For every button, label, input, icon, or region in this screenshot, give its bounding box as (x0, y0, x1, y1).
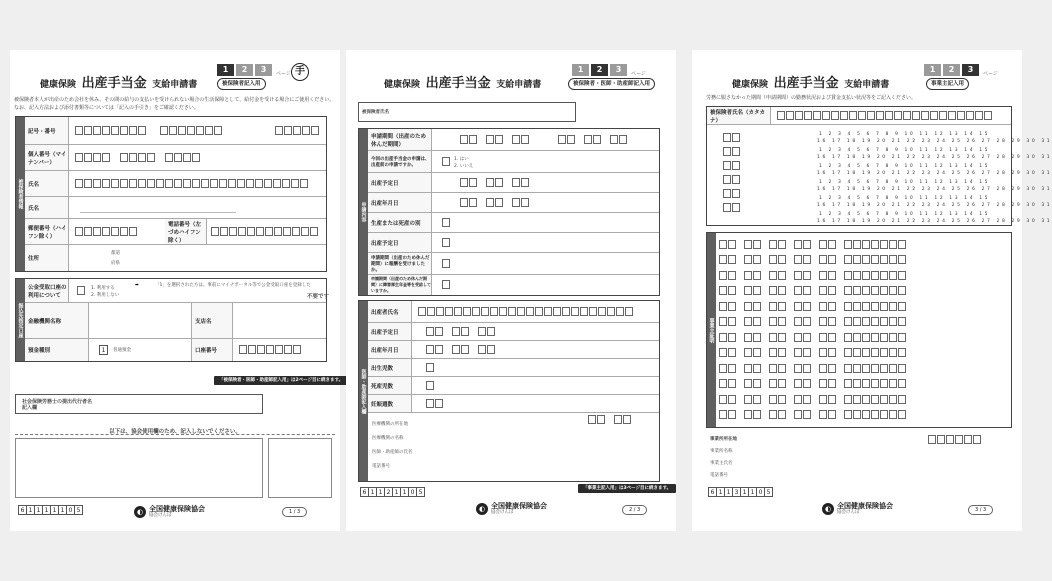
wage-boxes[interactable] (794, 271, 811, 280)
form-page-2 (346, 50, 676, 531)
org-logo (134, 505, 205, 519)
insured-section (15, 116, 327, 272)
owner-name-label: 事業主氏名 (710, 461, 733, 466)
date-boxes[interactable] (426, 327, 443, 336)
wage-boxes[interactable] (719, 286, 736, 295)
wage-row (719, 392, 1007, 406)
page-suffix: ページ (983, 71, 998, 77)
handwritten-badge: 手 (291, 63, 309, 81)
wage-row (719, 346, 1007, 360)
page-number: 2 / 3 (622, 505, 647, 515)
row-label: 氏名 (25, 197, 69, 218)
row-label: 妊娠週数 (368, 395, 412, 412)
wage-boxes[interactable] (794, 333, 811, 342)
days-row: 16 17 18 19 20 21 22 23 24 25 26 27 28 29 30 31 (817, 139, 1052, 144)
form-code: 6 1 1 2 1 1 0 5 (360, 487, 424, 497)
q5-row (368, 233, 659, 253)
page-tabs (217, 64, 272, 76)
wage-boxes[interactable] (844, 333, 906, 342)
wage-boxes[interactable] (794, 348, 811, 357)
name-boxes[interactable] (75, 179, 308, 188)
date-boxes[interactable] (610, 135, 627, 144)
wage-boxes[interactable] (844, 379, 906, 388)
wage-boxes[interactable] (794, 395, 811, 404)
intro-text: 被保険者本人が出産のため会社を休み、その間の給与の支払いを受けられない場合の生活保障として、給付金を受ける場合にご使用ください。なお、記入方法および添付書類等については「記入の手引き」をご確認ください。 (14, 97, 335, 111)
personal-number-boxes[interactable] (165, 153, 200, 162)
row-label: 支店名 (191, 303, 233, 338)
row-label: 氏名 (25, 171, 69, 196)
office-use-box (15, 438, 263, 498)
row-label: 被保険者氏名（カタカナ） (707, 107, 771, 124)
number-boxes[interactable] (275, 126, 319, 135)
wage-boxes[interactable] (819, 410, 836, 419)
wage-boxes[interactable] (769, 333, 786, 342)
date-boxes[interactable] (478, 345, 495, 354)
row-label: 今回の出産手当金の申請は、出産前の申請ですか。 (368, 151, 432, 172)
wage-boxes[interactable] (819, 302, 836, 311)
wage-boxes[interactable] (769, 302, 786, 311)
row-label: 申請期間（出産のため休んだ期間）に障害厚生年金等を受給していますか。 (368, 275, 432, 295)
row-label: 死産児数 (368, 377, 412, 394)
org-logo-icon: ◐ (134, 506, 146, 518)
number-boxes[interactable] (160, 126, 222, 135)
date-boxes[interactable] (452, 327, 469, 336)
date-boxes[interactable] (584, 135, 601, 144)
personal-number-boxes[interactable] (75, 153, 110, 162)
deposit-type-text: 普通預金 (113, 348, 131, 353)
number-boxes[interactable] (75, 126, 146, 135)
receipt-option: 2. 利用しない (91, 293, 120, 298)
count-box[interactable] (426, 363, 434, 372)
role-badge: 被保険者記入用 (217, 78, 266, 90)
office-name-label: 事業所名称 (710, 449, 733, 454)
days-row: 1 2 3 4 5 6 7 8 9 10 11 12 13 14 15 (819, 212, 991, 217)
page-suffix: ページ (631, 71, 646, 77)
page-tab: 3 (610, 64, 627, 76)
zip-phone-row (25, 219, 326, 245)
insured-name-label: 被保険者氏名 (362, 110, 389, 115)
month-boxes[interactable] (723, 133, 740, 212)
wage-boxes[interactable] (744, 333, 761, 342)
wage-boxes[interactable] (769, 240, 786, 249)
page-tabs (572, 64, 627, 76)
q2-option: 2. いいえ (454, 164, 474, 169)
form-title: 健康保険 出産手当金 支給申請書 (732, 76, 890, 91)
receipt-note: 「1」を選択された方は、事前にマイナポータル等で公金受取口座を登録した (155, 283, 311, 288)
bank-row (25, 303, 326, 339)
org-logo (822, 502, 893, 516)
calendar-block (707, 129, 1052, 225)
wage-boxes[interactable] (769, 286, 786, 295)
wage-boxes[interactable] (769, 255, 786, 264)
date-boxes[interactable] (452, 345, 469, 354)
name-kanji-row (25, 197, 326, 219)
date-boxes[interactable] (426, 345, 443, 354)
wage-row (719, 299, 1007, 313)
wage-boxes[interactable] (794, 364, 811, 373)
wage-boxes[interactable] (744, 410, 761, 419)
q1-row (368, 129, 659, 151)
wage-boxes[interactable] (744, 364, 761, 373)
wage-boxes[interactable] (744, 286, 761, 295)
wage-boxes[interactable] (819, 240, 836, 249)
q4-checkbox[interactable] (442, 218, 450, 227)
days-row: 1 2 3 4 5 6 7 8 9 10 11 12 13 14 15 (819, 164, 991, 169)
prefecture-label: 都道 (111, 251, 120, 256)
role-badge: 被保険者・医師・助産師記入用 (568, 78, 655, 90)
wage-boxes[interactable] (719, 333, 736, 342)
row-label: 出産年月日 (368, 341, 412, 358)
next-page-bar: 「事業主記入用」は3ページ目に続きます。 (578, 484, 676, 493)
application-section (358, 128, 660, 296)
org-sub: 協会けんぽ (837, 510, 860, 515)
wage-boxes[interactable] (794, 302, 811, 311)
org-sub: 協会けんぽ (491, 510, 514, 515)
wage-boxes[interactable] (744, 271, 761, 280)
form-title: 健康保険 出産手当金 支給申請書 (384, 76, 542, 91)
wage-boxes[interactable] (844, 348, 906, 357)
form-code: 6 1 1 1 1 1 0 5 (18, 505, 82, 515)
bank-section (15, 278, 330, 362)
q2-row (368, 151, 659, 173)
row-label: 記号・番号 (25, 117, 69, 144)
wage-boxes[interactable] (819, 286, 836, 295)
row-label: 公金受取口座の利用について (25, 279, 69, 302)
days-row: 16 17 18 19 20 21 22 23 24 25 26 27 28 29 30 31 (817, 187, 1052, 192)
wage-boxes[interactable] (719, 348, 736, 357)
zip-boxes[interactable] (75, 227, 137, 236)
wage-row (719, 315, 1007, 329)
clinic-address-label: 医療機関の所在地 (372, 422, 408, 427)
phone-boxes[interactable] (211, 227, 318, 236)
row-label: 出産予定日 (368, 233, 432, 252)
q6-checkbox[interactable] (442, 259, 450, 268)
wage-row (719, 237, 1007, 251)
row-label: 出生児数 (368, 359, 412, 376)
q2-checkbox[interactable] (442, 157, 450, 166)
wage-boxes[interactable] (744, 255, 761, 264)
office-phone-label: 電話番号 (710, 473, 728, 478)
name-boxes[interactable] (777, 111, 992, 120)
wage-boxes[interactable] (819, 379, 836, 388)
wage-boxes[interactable] (844, 240, 906, 249)
d5-row (368, 377, 659, 395)
wage-boxes[interactable] (769, 364, 786, 373)
days-row: 1 2 3 4 5 6 7 8 9 10 11 12 13 14 15 (819, 132, 991, 137)
wage-boxes[interactable] (819, 317, 836, 326)
page-tab: 3 (962, 64, 979, 76)
org-name: 全国健康保険協会 (491, 502, 547, 510)
org-logo-icon: ◐ (476, 503, 488, 515)
doctor-name-label: 医師・助産師の氏名 (372, 450, 413, 455)
q4-row (368, 213, 659, 233)
q5-checkbox[interactable] (442, 238, 450, 247)
wage-boxes[interactable] (844, 286, 906, 295)
personal-number-boxes[interactable] (120, 153, 155, 162)
row-label: 生産または死産の別 (368, 213, 432, 232)
wage-boxes[interactable] (719, 302, 736, 311)
account-boxes[interactable] (239, 345, 301, 354)
wage-boxes[interactable] (819, 348, 836, 357)
wage-boxes[interactable] (769, 271, 786, 280)
wage-boxes[interactable] (719, 410, 736, 419)
d6-row (368, 395, 659, 413)
row-label: 申請期間（出産のため休んだ期間） (368, 129, 432, 150)
role-badge: 事業主記入用 (926, 78, 969, 90)
wage-boxes[interactable] (719, 395, 736, 404)
doctor-section (358, 300, 660, 482)
wage-boxes[interactable] (769, 317, 786, 326)
wage-boxes[interactable] (744, 395, 761, 404)
q3b-row (368, 193, 659, 213)
date-boxes[interactable] (486, 198, 503, 207)
wage-row (719, 377, 1007, 391)
wage-boxes[interactable] (769, 379, 786, 388)
wage-boxes[interactable] (719, 364, 736, 373)
section-label: 被保険者情報 (16, 117, 25, 271)
wage-boxes[interactable] (769, 410, 786, 419)
org-logo (476, 502, 547, 516)
wage-grid (719, 237, 1007, 423)
arrow-icon: ➡ (135, 283, 139, 288)
q2-option: 1. はい (454, 157, 469, 162)
row-label: 口座番号 (191, 339, 233, 361)
intro-text: 労務に服さなかった期間（申請期間）の勤務状況および賃金支払い状況等をご記入ください。 (706, 95, 917, 101)
date-boxes[interactable] (558, 135, 575, 144)
page-tab: 1 (572, 64, 589, 76)
row-label: 出産者氏名 (368, 301, 412, 322)
page-tab: 2 (943, 64, 960, 76)
days-row: 16 17 18 19 20 21 22 23 24 25 26 27 28 29 30 31 (817, 155, 1052, 160)
agent-label: 社会保険労務士の提出代行者名記入欄 (22, 399, 93, 411)
wage-boxes[interactable] (744, 379, 761, 388)
form-title: 健康保険 出産手当金 支給申請書 (40, 76, 198, 91)
date-boxes[interactable] (460, 135, 477, 144)
q6-row (368, 253, 659, 275)
wage-boxes[interactable] (794, 317, 811, 326)
name-line[interactable] (80, 212, 236, 213)
wage-boxes[interactable] (719, 240, 736, 249)
wage-boxes[interactable] (844, 317, 906, 326)
wage-boxes[interactable] (744, 240, 761, 249)
date-boxes[interactable] (460, 198, 477, 207)
wage-boxes[interactable] (769, 348, 786, 357)
page-number: 1 / 3 (282, 507, 307, 517)
page-number: 3 / 3 (968, 505, 993, 515)
personal-number-row (25, 145, 326, 171)
row-label: 預金種別 (25, 339, 89, 361)
unnecessary-label: 不要です (307, 294, 330, 300)
divider (15, 434, 335, 435)
page-tab: 3 (255, 64, 272, 76)
form-code: 6 1 1 3 1 1 0 5 (708, 487, 772, 497)
form-page-1 (10, 50, 344, 531)
d3-row (368, 341, 659, 359)
date-boxes[interactable] (512, 178, 529, 187)
row-label: 電話番号（左づめハイフン除く） (165, 219, 207, 244)
page-tab: 2 (236, 64, 253, 76)
wage-boxes[interactable] (769, 395, 786, 404)
wage-section (706, 232, 1012, 428)
date-boxes[interactable] (928, 435, 981, 444)
clinic-phone-label: 電話番号 (372, 464, 390, 469)
attendance-section (706, 106, 1052, 226)
row-label: 申請期間（出産のため休んだ期間）に報酬を受けましたか。 (368, 253, 432, 274)
address-row (25, 245, 326, 271)
wage-boxes[interactable] (794, 286, 811, 295)
agent-box (15, 394, 263, 414)
wage-boxes[interactable] (719, 271, 736, 280)
section-label: 医師・助産師記入欄 (359, 301, 368, 481)
receipt-option: 1. 利用する (91, 286, 115, 291)
next-page-bar: 「被保険者・医師・助産師記入用」は2ページ目に続きます。 (214, 376, 348, 385)
row-label: 出産予定日 (368, 323, 412, 340)
name-boxes[interactable] (418, 307, 633, 316)
section-label: 申請内容 (359, 129, 368, 295)
d4-row (368, 359, 659, 377)
date-boxes[interactable] (478, 327, 495, 336)
d1-row (368, 301, 659, 323)
wage-boxes[interactable] (744, 348, 761, 357)
office-use-heading: 以下は、協会使用欄のため、記入しないでください。 (109, 429, 241, 435)
wage-boxes[interactable] (744, 302, 761, 311)
page-tabs (924, 64, 979, 76)
wage-boxes[interactable] (844, 271, 906, 280)
wage-boxes[interactable] (719, 317, 736, 326)
q7-checkbox[interactable] (442, 280, 450, 289)
deposit-type-box[interactable]: 1 (99, 345, 108, 355)
row-label: 出産予定日 (368, 173, 432, 192)
days-row: 1 2 3 4 5 6 7 8 9 10 11 12 13 14 15 (819, 148, 991, 153)
days-row: 16 17 18 19 20 21 22 23 24 25 26 27 28 29 30 31 (817, 171, 1052, 176)
date-boxes[interactable] (512, 135, 529, 144)
wage-row (719, 361, 1007, 375)
number-row (25, 117, 326, 145)
wage-boxes[interactable] (819, 333, 836, 342)
wage-boxes[interactable] (844, 395, 906, 404)
wage-boxes[interactable] (719, 379, 736, 388)
insured-name-row (707, 107, 1011, 125)
org-name: 全国健康保険協会 (149, 505, 205, 513)
q3a-row (368, 173, 659, 193)
q7-row (368, 275, 659, 295)
wage-boxes[interactable] (819, 271, 836, 280)
row-label: 出産年月日 (368, 193, 432, 212)
wage-row (719, 330, 1007, 344)
receipt-row (25, 279, 330, 303)
wage-boxes[interactable] (844, 410, 906, 419)
days-row: 16 17 18 19 20 21 22 23 24 25 26 27 28 29 30 31 (817, 219, 1052, 224)
wage-row (719, 268, 1007, 282)
clinic-row (368, 413, 659, 481)
wage-boxes[interactable] (794, 410, 811, 419)
date-boxes[interactable] (512, 198, 529, 207)
section-label: 事業主証明 (707, 233, 716, 427)
office-address-label: 事業所所在地 (710, 437, 737, 442)
name-row (25, 171, 326, 197)
wage-boxes[interactable] (844, 255, 906, 264)
page-tab: 2 (591, 64, 608, 76)
page-suffix: ページ (276, 71, 291, 77)
page-tab: 1 (924, 64, 941, 76)
wage-boxes[interactable] (744, 317, 761, 326)
d2-row (368, 323, 659, 341)
date-boxes[interactable] (588, 415, 605, 424)
stamp-box (268, 438, 332, 498)
wage-boxes[interactable] (819, 395, 836, 404)
row-label: 個人番号（マイナンバー） (25, 145, 69, 170)
wage-row (719, 253, 1007, 267)
wage-boxes[interactable] (719, 255, 736, 264)
wage-boxes[interactable] (844, 302, 906, 311)
days-row: 1 2 3 4 5 6 7 8 9 10 11 12 13 14 15 (819, 180, 991, 185)
days-row: 1 2 3 4 5 6 7 8 9 10 11 12 13 14 15 (819, 196, 991, 201)
org-sub: 協会けんぽ (149, 513, 172, 518)
deposit-row (25, 339, 326, 361)
wage-boxes[interactable] (794, 255, 811, 264)
date-boxes[interactable] (486, 135, 503, 144)
wage-boxes[interactable] (794, 379, 811, 388)
form-page-3 (692, 50, 1052, 531)
page-tab: 1 (217, 64, 234, 76)
row-label: 郵便番号（ハイフン除く） (25, 219, 69, 244)
insured-name-box[interactable] (358, 102, 576, 122)
org-logo-icon: ◐ (822, 503, 834, 515)
wage-boxes[interactable] (844, 364, 906, 373)
receipt-checkbox[interactable] (77, 286, 85, 295)
prefecture-label: 府県 (111, 261, 120, 266)
wage-boxes[interactable] (819, 255, 836, 264)
clinic-name-label: 医療機関の名称 (372, 436, 404, 441)
date-boxes[interactable] (486, 178, 503, 187)
section-label: 振込先指定口座 (16, 279, 25, 361)
weeks-boxes[interactable] (426, 399, 443, 408)
org-name: 全国健康保険協会 (837, 502, 893, 510)
row-label: 住所 (25, 245, 69, 271)
wage-row (719, 408, 1007, 422)
row-label: 金融機関名称 (25, 303, 89, 338)
days-row: 16 17 18 19 20 21 22 23 24 25 26 27 28 29 30 31 (817, 203, 1052, 208)
date-boxes[interactable] (460, 178, 477, 187)
date-boxes[interactable] (614, 415, 631, 424)
wage-boxes[interactable] (819, 364, 836, 373)
wage-boxes[interactable] (794, 240, 811, 249)
count-box[interactable] (426, 381, 434, 390)
wage-row (719, 284, 1007, 298)
